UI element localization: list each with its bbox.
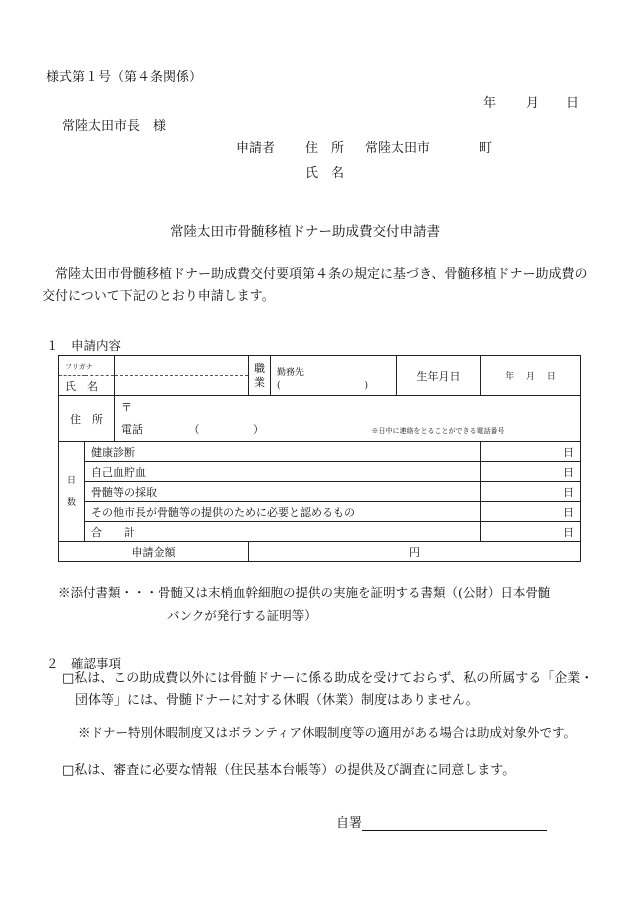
days-label: 日数 (59, 442, 85, 542)
signature-line[interactable] (362, 816, 547, 831)
date-day-label: 日 (566, 96, 580, 111)
consent-item-2[interactable]: □私は、審査に必要な情報（住民基本台帳等）の提供及び調査に同意します。 (62, 763, 516, 778)
days-row-value[interactable]: 日 (481, 442, 581, 462)
phone-note: ※日中に連絡をとることができる電話番号 (371, 427, 505, 435)
attachment-note-line2: バンクが発行する証明等） (167, 608, 317, 623)
phone-label: 電話 (121, 423, 143, 436)
amount-label: 申請金額 (59, 542, 249, 562)
section1-heading: １ 申請内容 (46, 338, 122, 353)
postal-mark: 〒 (121, 401, 132, 414)
days-row-label: 健康診断 (85, 442, 481, 462)
workplace-field[interactable]: 勤務先( ) (271, 356, 397, 396)
date-year-label: 年 (483, 96, 497, 111)
furigana-field[interactable] (115, 356, 249, 376)
document-title: 常陸太田市骨髄移植ドナー助成費交付申請書 (170, 224, 440, 240)
days-row-value[interactable]: 日 (481, 482, 581, 502)
furigana-label: フリガナ (59, 356, 115, 376)
signature-field[interactable] (336, 812, 547, 831)
days-row-label: 自己血貯血 (85, 462, 481, 482)
address-row-label: 住 所 (59, 396, 115, 442)
days-total-value[interactable]: 日 (481, 522, 581, 542)
date-month-label: 月 (526, 96, 540, 111)
days-total-label: 合 計 (85, 522, 481, 542)
consent-item-1-note: ※ドナー特別休暇制度又はボランティア休暇制度等の適用がある場合は助成対象外です。 (78, 725, 577, 740)
birthdate-field[interactable]: 年 月 日 (481, 356, 581, 396)
application-table (58, 355, 581, 562)
address-town: 町 (479, 141, 493, 156)
address-label: 住 所 (305, 141, 345, 156)
applicant-label: 申請者 (236, 141, 276, 156)
days-row-value[interactable]: 日 (481, 462, 581, 482)
amount-field[interactable]: 円 (249, 542, 581, 562)
name-row-label: 氏 名 (59, 376, 115, 396)
days-row-value[interactable]: 日 (481, 502, 581, 522)
form-number: 様式第１号（第４条関係） (46, 70, 203, 85)
name-field[interactable] (115, 376, 249, 396)
days-row-label: その他市長が骨髄等の提供のために必要と認めるもの (85, 502, 481, 522)
signature-label: 自署 (336, 816, 363, 831)
addressee: 常陸太田市長 様 (62, 119, 167, 134)
section2-heading: ２ 確認事項 (46, 656, 122, 671)
birthdate-label: 生年月日 (397, 356, 481, 396)
attachment-note-line1: ※添付書類・・・骨髄又は末梢血幹細胞の提供の実施を証明する書類（(公財）日本骨髄 (58, 585, 551, 600)
name-label: 氏 名 (305, 166, 345, 181)
occupation-label: 職業 (249, 356, 271, 396)
days-row-label: 骨髄等の採取 (85, 482, 481, 502)
address-phone-field[interactable]: 〒 電話 （ ） ※日中に連絡をとることができる電話番号 (115, 396, 581, 442)
address-city: 常陸太田市 (365, 141, 431, 156)
intro-paragraph: 常陸太田市骨髄移植ドナー助成費交付要項第４条の規定に基づき、骨髄移植ドナー助成費の交付について下記のとおり申請します。 (42, 267, 588, 304)
consent-item-1[interactable]: □私は、この助成費以外には骨髄ドナーに係る助成を受けておらず、私の所属する「企業・団体等」には、骨髄ドナーに対する休暇（休業）制度はありません。 (62, 671, 594, 708)
